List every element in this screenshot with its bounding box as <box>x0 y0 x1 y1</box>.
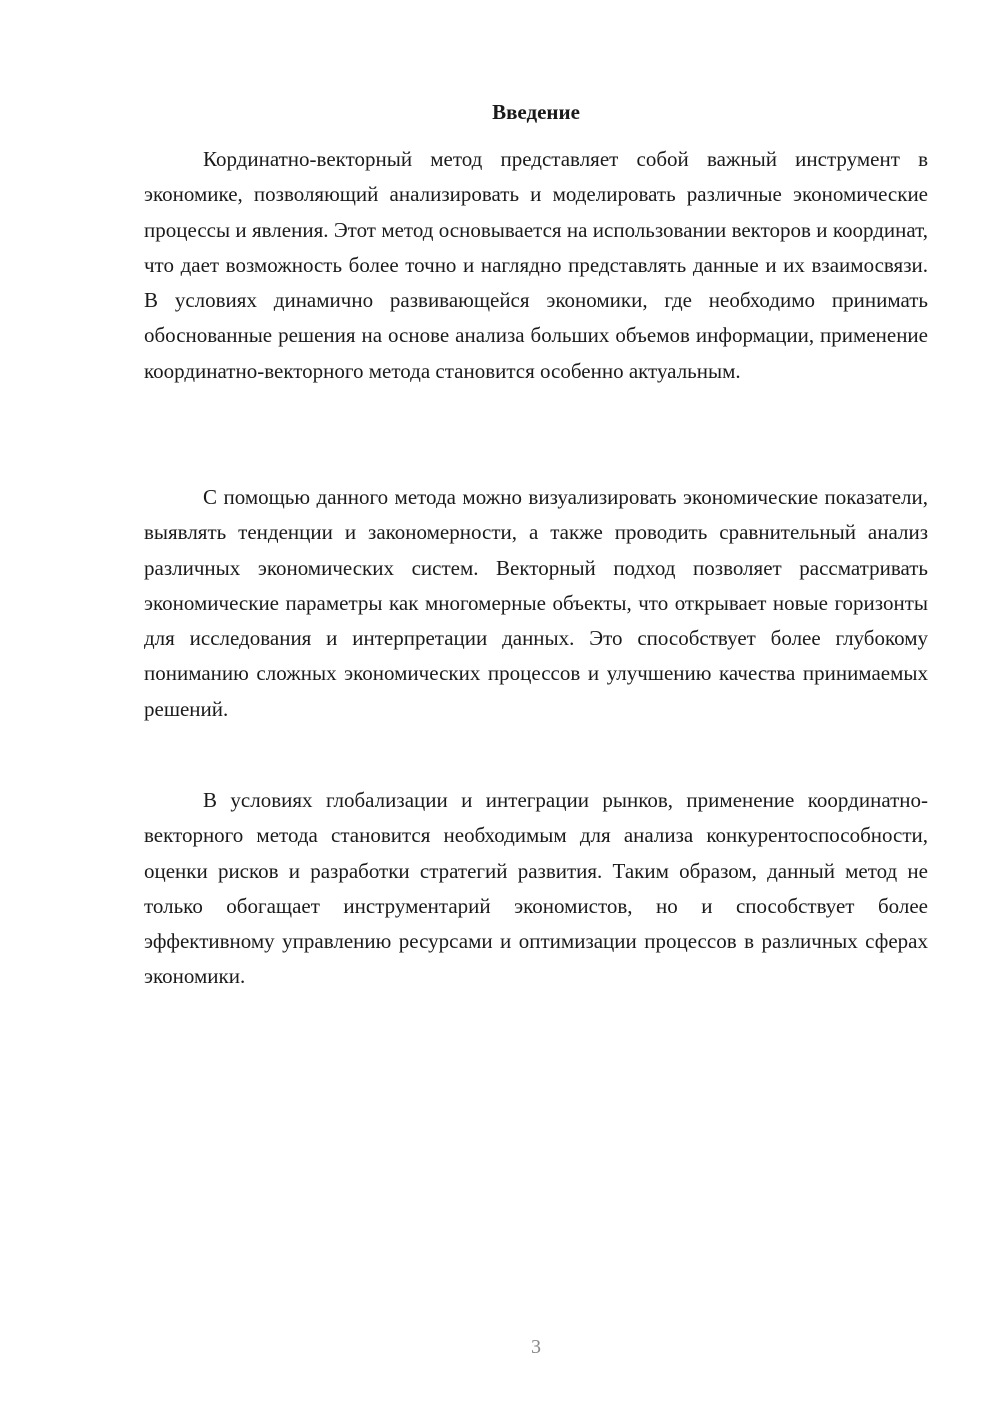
paragraph-1: Кординатно-векторный метод представляет собой важный инструмент в экономике, позволяющий анализировать и моделировать различные экономические процессы и явления. Этот метод основывается на использовании векторов и координат, что дает возможность более точно и наглядно представлять данные и их взаимосвязи. В условиях динамично развивающейся экономики, где необходимо принимать обоснованные решения на основе анализа больших объемов информации, применение координатно-векторного метода становится особенно актуальным. <box>144 147 928 383</box>
paragraph-2: С помощью данного метода можно визуализировать экономические показатели, выявлять тенденции и закономерности, а также проводить сравнительный анализ различных экономических систем. Векторный подход позволяет рассматривать экономические параметры как многомерные объекты, что открывает новые горизонты для исследования и интерпретации данных. Это способствует более глубокому пониманию сложных экономических процессов и улучшению качества принимаемых решений. <box>144 485 928 721</box>
paragraph-3: В условиях глобализации и интеграции рынков, применение координатно-векторного метода становится необходимым для анализа конкурентоспособности, оценки рисков и разработки стратегий развития. Таким образом, данный метод не только обогащает инструментарий экономистов, но и способствует более эффективному управлению ресурсами и оптимизации процессов в различных сферах экономики. <box>144 788 928 989</box>
page-number: 3 <box>531 1336 541 1358</box>
section-title: Введение <box>492 100 580 124</box>
